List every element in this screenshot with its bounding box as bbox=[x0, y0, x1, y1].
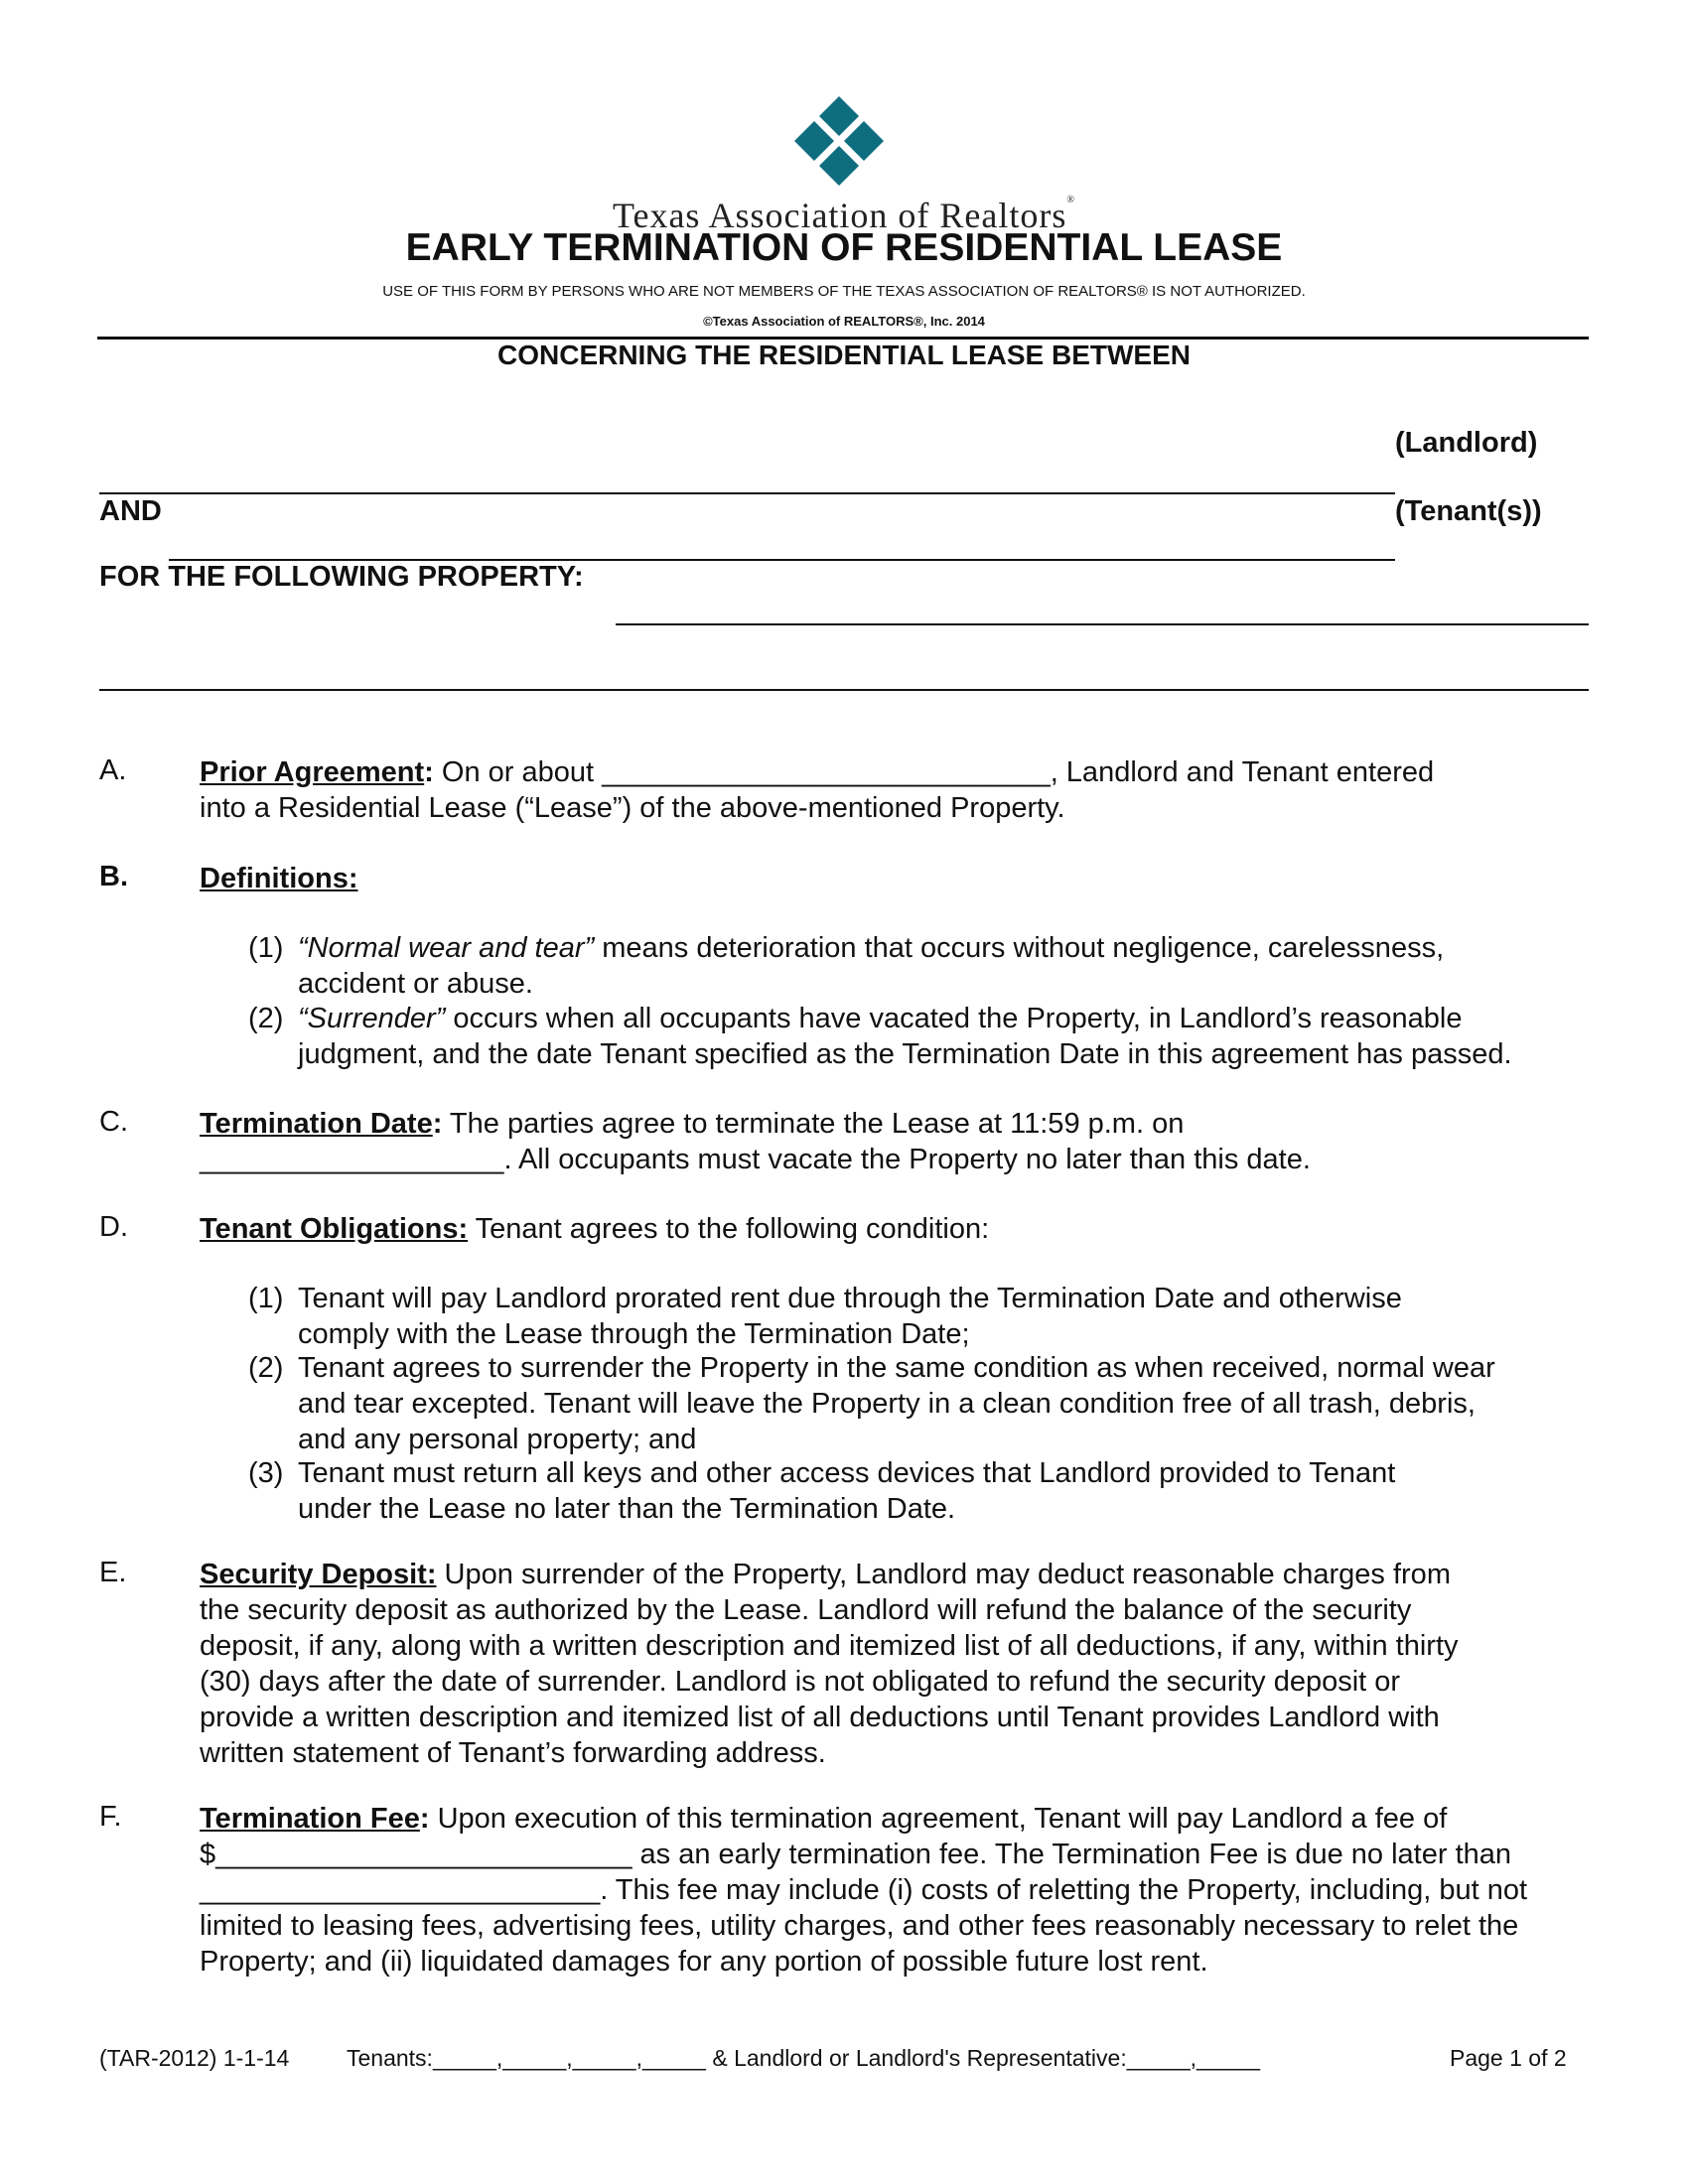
section-d-heading: Tenant Obligations: bbox=[200, 1213, 469, 1245]
form-id: (TAR-2012) 1-1-14 bbox=[99, 2045, 290, 2071]
page-number: Page 1 of 2 bbox=[1450, 2045, 1567, 2071]
section-f-line-4: limited to leasing fees, advertising fees, utility charges, and other fees reasonably necessary to relet the bbox=[200, 1910, 1519, 1942]
definition-2-line1: occurs when all occupants have vacated the Property, in Landlord’s reasonable bbox=[445, 1003, 1463, 1034]
copyright: ©Texas Association of REALTORS®, Inc. 2014 bbox=[703, 314, 985, 329]
definition-item-2 bbox=[248, 1001, 1589, 1072]
form-title: EARLY TERMINATION OF RESIDENTIAL LEASE bbox=[405, 226, 1283, 269]
obligation-3-line1: Tenant must return all keys and other access devices that Landlord provided to Tenant bbox=[298, 1457, 1396, 1489]
initials-line: Tenants:_____,_____,_____,_____ & Landlord or Landlord's Representative:_____,_____ bbox=[347, 2045, 1261, 2071]
section-e-text bbox=[200, 1557, 1590, 1771]
section-f-line-1 bbox=[200, 1801, 1590, 1837]
obligation-1-num: (1) bbox=[248, 1283, 284, 1314]
definition-1-line1: means deterioration that occurs without negligence, carelessness, bbox=[594, 932, 1445, 964]
property-label: FOR THE FOLLOWING PROPERTY: bbox=[99, 561, 584, 593]
section-f-heading: Termination Fee bbox=[200, 1803, 420, 1835]
section-c-line-1 bbox=[200, 1106, 1590, 1142]
section-f-line-3: _________________________. This fee may include (i) costs of reletting the Property, including, but not bbox=[200, 1874, 1528, 1906]
section-e-line-3: deposit, if any, along with a written description and itemized list of all deductions, if any, within thirty bbox=[200, 1630, 1459, 1662]
section-c-heading: Termination Date bbox=[200, 1108, 433, 1140]
section-c-line-2: ___________________. All occupants must vacate the Property no later than this date. bbox=[200, 1144, 1311, 1175]
section-c-line1-text: The parties agree to terminate the Lease at 11:59 p.m. on bbox=[442, 1108, 1185, 1140]
section-d-intro-text: Tenant agrees to the following condition: bbox=[468, 1213, 990, 1245]
definition-1-line2: accident or abuse. bbox=[298, 968, 533, 1000]
section-a-letter: A. bbox=[99, 754, 127, 786]
concerning-heading: CONCERNING THE RESIDENTIAL LEASE BETWEEN bbox=[497, 340, 1191, 370]
section-b-heading: Definitions: bbox=[200, 863, 358, 894]
section-a-line-2: into a Residential Lease (“Lease”) of the above-mentioned Property. bbox=[200, 792, 1065, 824]
section-c-text bbox=[200, 1106, 1590, 1177]
org-mark: ® bbox=[1066, 195, 1075, 205]
definition-2-num: (2) bbox=[248, 1003, 284, 1034]
definition-2-line2: judgment, and the date Tenant specified as the Termination Date in this agreement has passed. bbox=[298, 1038, 1512, 1070]
obligation-2-line2: and tear excepted. Tenant will leave the Property in a clean condition free of all trash, debris, bbox=[298, 1388, 1476, 1420]
section-a-text bbox=[200, 754, 1590, 826]
section-f-text bbox=[200, 1801, 1590, 1979]
definition-item-1 bbox=[248, 930, 1589, 1002]
section-e-line1-text: Upon surrender of the Property, Landlord may deduct reasonable charges from bbox=[436, 1559, 1451, 1590]
obligation-3-line2: under the Lease no later than the Termination Date. bbox=[298, 1493, 956, 1525]
section-a-line-1 bbox=[200, 754, 1590, 790]
obligation-item-2 bbox=[248, 1350, 1589, 1457]
section-c-letter: C. bbox=[99, 1106, 128, 1138]
section-e-line-1 bbox=[200, 1557, 1590, 1592]
section-e-line-6: written statement of Tenant’s forwarding address. bbox=[200, 1737, 826, 1769]
section-a-heading: Prior Agreement bbox=[200, 756, 425, 788]
and-label: AND bbox=[99, 495, 162, 527]
section-a-line1-text: On or about ____________________________, Landlord and Tenant entered bbox=[433, 756, 1435, 788]
org-name-text: Texas Association of Realtors bbox=[612, 196, 1067, 235]
section-f-line1-text: Upon execution of this termination agreement, Tenant will pay Landlord a fee of bbox=[429, 1803, 1448, 1835]
section-e-letter: E. bbox=[99, 1557, 127, 1588]
section-d-letter: D. bbox=[99, 1211, 128, 1243]
obligation-1-line1: Tenant will pay Landlord prorated rent due through the Termination Date and otherwise bbox=[298, 1283, 1402, 1314]
obligation-2-line1: Tenant agrees to surrender the Property in the same condition as when received, normal wear bbox=[298, 1352, 1495, 1384]
section-e-line-2: the security deposit as authorized by the Lease. Landlord will refund the balance of the security bbox=[200, 1594, 1412, 1626]
property-address-field-2[interactable] bbox=[99, 689, 1589, 691]
definition-1-num: (1) bbox=[248, 932, 284, 964]
obligation-2-line3: and any personal property; and bbox=[298, 1424, 697, 1455]
property-address-field[interactable] bbox=[616, 623, 1589, 625]
usage-notice: USE OF THIS FORM BY PERSONS WHO ARE NOT MEMBERS OF THE TEXAS ASSOCIATION OF REALTORS® IS NOT AUTHORIZED. bbox=[382, 283, 1306, 300]
realtors-logo-icon bbox=[784, 94, 894, 204]
section-f-line-2: $__________________________ as an early termination fee. The Termination Fee is due no later than bbox=[200, 1839, 1512, 1870]
section-d-intro bbox=[200, 1211, 1590, 1247]
section-e-heading: Security Deposit: bbox=[200, 1559, 437, 1590]
section-b-heading-row bbox=[200, 861, 1590, 896]
obligation-2-num: (2) bbox=[248, 1352, 284, 1384]
definition-1-term: “Normal wear and tear” bbox=[298, 932, 595, 964]
obligation-item-1 bbox=[248, 1281, 1589, 1352]
section-b-letter: B. bbox=[99, 861, 128, 892]
definition-2-term: “Surrender” bbox=[298, 1003, 446, 1034]
landlord-name-field[interactable] bbox=[99, 492, 1395, 494]
obligation-3-num: (3) bbox=[248, 1457, 284, 1489]
section-f-line-5: Property; and (ii) liquidated damages for any portion of possible future lost rent. bbox=[200, 1946, 1208, 1978]
obligation-item-3 bbox=[248, 1455, 1589, 1527]
section-e-line-5: provide a written description and itemized list of all deductions until Tenant provides Landlord with bbox=[200, 1702, 1440, 1733]
section-f-letter: F. bbox=[99, 1801, 122, 1833]
landlord-label: (Landlord) bbox=[1395, 427, 1538, 459]
obligation-1-line2: comply with the Lease through the Termination Date; bbox=[298, 1318, 970, 1350]
section-e-line-4: (30) days after the date of surrender. Landlord is not obligated to refund the security deposit or bbox=[200, 1666, 1401, 1698]
tenant-label: (Tenant(s)) bbox=[1395, 495, 1542, 527]
section-a-colon: : bbox=[424, 756, 434, 788]
section-f-colon: : bbox=[419, 1803, 430, 1835]
section-c-colon: : bbox=[432, 1108, 443, 1140]
